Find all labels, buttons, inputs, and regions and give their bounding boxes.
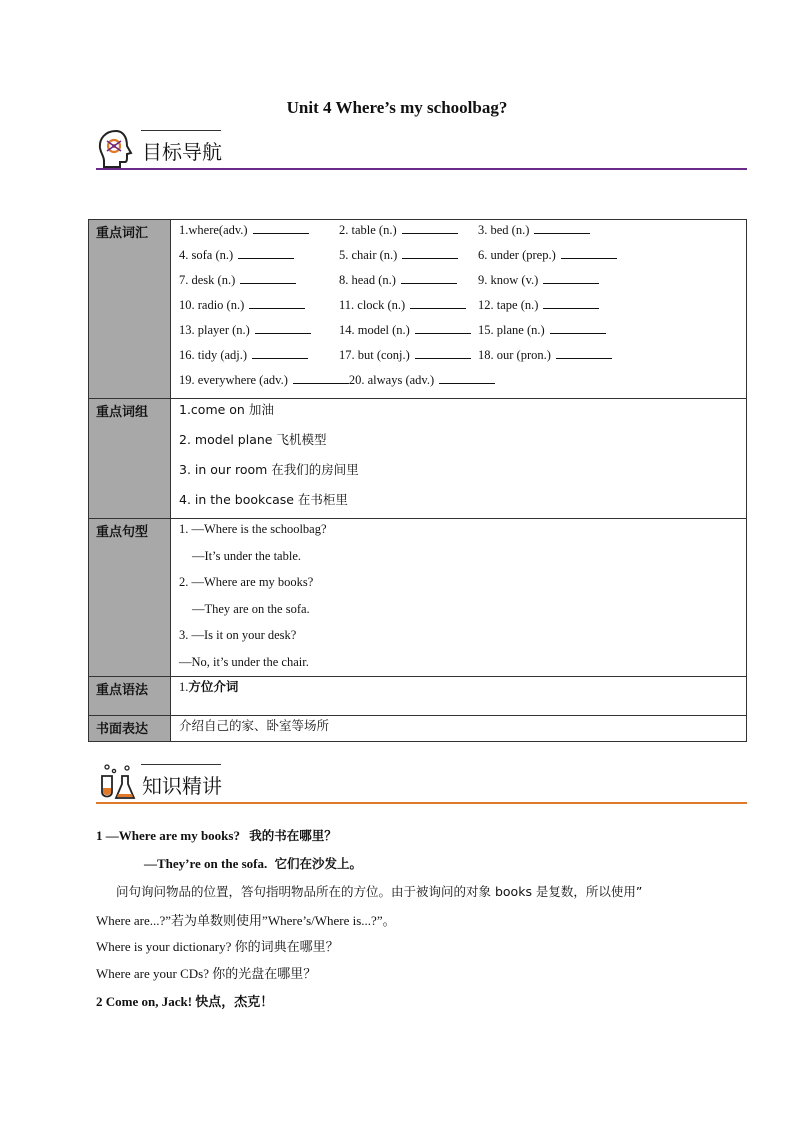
divider	[96, 802, 747, 804]
question-2: 2 Come on, Jack! 快点，杰克！	[96, 994, 274, 1009]
table-row-writing	[89, 715, 747, 741]
section-label: 知识精讲	[142, 774, 222, 798]
list-item: 1.come on 加油	[179, 402, 274, 417]
page-title: Unit 4 Where’s my schoolbag?	[286, 98, 508, 117]
vocab-word: 16. tidy (adj.)	[179, 348, 248, 362]
divider	[96, 168, 747, 170]
vocab-item	[339, 346, 471, 364]
vocab-word: 5. chair (n.)	[339, 248, 398, 262]
answer-blank[interactable]	[255, 321, 311, 334]
table-row-phrases	[89, 399, 747, 519]
row-label: 重点词汇	[89, 220, 171, 399]
example-sentence: Where is your dictionary? 你的词典在哪里？	[96, 939, 339, 954]
section-header-knowledge	[96, 762, 747, 806]
vocab-item	[179, 271, 296, 289]
vocab-word: 6. under (prep.)	[478, 248, 556, 262]
list-item: 3. in our room 在我们的房间里	[179, 462, 359, 477]
vocab-word: 12. tape (n.)	[478, 298, 539, 312]
vocab-item	[339, 221, 458, 239]
list-item: 1. —Where is the schoolbag?	[179, 522, 327, 536]
vocab-row	[179, 271, 746, 296]
answer-blank[interactable]	[249, 296, 305, 309]
vocab-item	[478, 246, 617, 264]
explanation-line: 问句询问物品的位置，答句指明物品所在的方位。由于被询问的对象 books 是复数，所以使用”	[116, 884, 643, 899]
writing-text: 介绍自己的家、卧室等场所	[171, 715, 747, 741]
section-header-goals	[96, 128, 747, 172]
answer-blank[interactable]	[253, 221, 309, 234]
section-label: 目标导航	[142, 140, 222, 164]
answer-blank[interactable]	[293, 371, 349, 384]
row-label: 重点语法	[89, 676, 171, 715]
vocab-item	[478, 221, 590, 239]
row-label: 重点词组	[89, 399, 171, 519]
vocab-item	[478, 321, 606, 339]
grammar-text: 方位介词	[188, 678, 239, 694]
example-sentence: Where are your CDs? 你的光盘在哪里？	[96, 966, 317, 981]
vocab-item	[478, 271, 599, 289]
vocab-list	[171, 220, 747, 399]
vocab-word: 13. player (n.)	[179, 323, 250, 337]
question-en: 1 —Where are my books?	[96, 828, 240, 843]
answer-blank[interactable]	[402, 221, 458, 234]
vocab-item	[339, 321, 471, 339]
row-label: 重点句型	[89, 519, 171, 677]
vocab-word: 1.where(adv.)	[179, 223, 248, 237]
answer-blank[interactable]	[402, 246, 458, 259]
vocab-word: 2. table (n.)	[339, 223, 397, 237]
grammar-num: 1.	[179, 679, 189, 694]
vocab-item	[478, 346, 612, 364]
list-item: —They are on the sofa.	[192, 601, 310, 616]
vocab-word: 8. head (n.)	[339, 273, 396, 287]
vocab-row	[179, 321, 746, 346]
vocab-item	[339, 296, 466, 314]
vocab-word: 20. always (adv.)	[348, 373, 435, 387]
table-row-vocab	[89, 220, 747, 399]
vocab-word: 18. our (pron.)	[478, 348, 551, 362]
vocab-word: 11. clock (n.)	[339, 298, 406, 312]
vocab-word: 19. everywhere (adv.)	[179, 373, 288, 387]
table-row-sentences	[89, 519, 747, 677]
answer-blank[interactable]	[556, 346, 612, 359]
vocab-item	[179, 321, 311, 339]
vocab-item	[339, 271, 457, 289]
answer-blank[interactable]	[543, 271, 599, 284]
row-label: 书面表达	[89, 715, 171, 741]
answer-blank[interactable]	[550, 321, 606, 334]
vocab-item	[478, 296, 599, 314]
vocab-word: 17. but (conj.)	[339, 348, 410, 362]
vocab-word: 14. model (n.)	[339, 323, 410, 337]
vocab-word: 4. sofa (n.)	[179, 248, 234, 262]
vocab-word: 9. know (v.)	[478, 273, 539, 287]
answer-blank[interactable]	[439, 371, 495, 384]
list-item: 3. —Is it on your desk?	[179, 628, 297, 642]
vocab-item	[179, 221, 309, 239]
vocab-item	[179, 346, 308, 364]
vocab-item	[349, 373, 495, 387]
question-cn: 我的书在哪里？	[249, 828, 337, 843]
list-item: —It’s under the table.	[192, 548, 301, 563]
list-item: 2. model plane 飞机模型	[179, 432, 327, 447]
vocab-row	[179, 371, 746, 396]
list-item: 2. —Where are my books?	[179, 575, 314, 589]
answer-blank[interactable]	[415, 321, 471, 334]
vocab-item	[179, 296, 305, 314]
answer-blank[interactable]	[415, 346, 471, 359]
answer-blank[interactable]	[410, 296, 466, 309]
answer-blank[interactable]	[543, 296, 599, 309]
answer-blank[interactable]	[534, 221, 590, 234]
explanation-line: Where are...?”若为单数则使用”Where’s/Where is...?”。	[96, 913, 396, 928]
table-row-grammar	[89, 676, 747, 715]
answer-blank[interactable]	[401, 271, 457, 284]
vocab-item	[179, 246, 294, 264]
answer-blank[interactable]	[240, 271, 296, 284]
summary-table	[88, 219, 747, 742]
answer-blank[interactable]	[561, 246, 617, 259]
vocab-row	[179, 246, 746, 271]
answer-cn: 它们在沙发上。	[274, 856, 363, 871]
answer-blank[interactable]	[252, 346, 308, 359]
vocab-word: 10. radio (n.)	[179, 298, 245, 312]
list-item: —No, it’s under the chair.	[179, 654, 309, 669]
vocab-item	[179, 373, 349, 387]
vocab-row	[179, 346, 746, 371]
answer-blank[interactable]	[238, 246, 294, 259]
vocab-word: 15. plane (n.)	[478, 323, 545, 337]
list-item: 4. in the bookcase 在书柜里	[179, 492, 348, 507]
vocab-item	[339, 246, 458, 264]
answer-en: —They’re on the sofa.	[144, 856, 268, 871]
vocab-word: 3. bed (n.)	[478, 223, 530, 237]
vocab-row	[179, 221, 746, 246]
vocab-word: 7. desk (n.)	[179, 273, 236, 287]
vocab-row	[179, 296, 746, 321]
lab-flask-icon	[96, 762, 136, 804]
head-gear-icon	[96, 128, 136, 170]
